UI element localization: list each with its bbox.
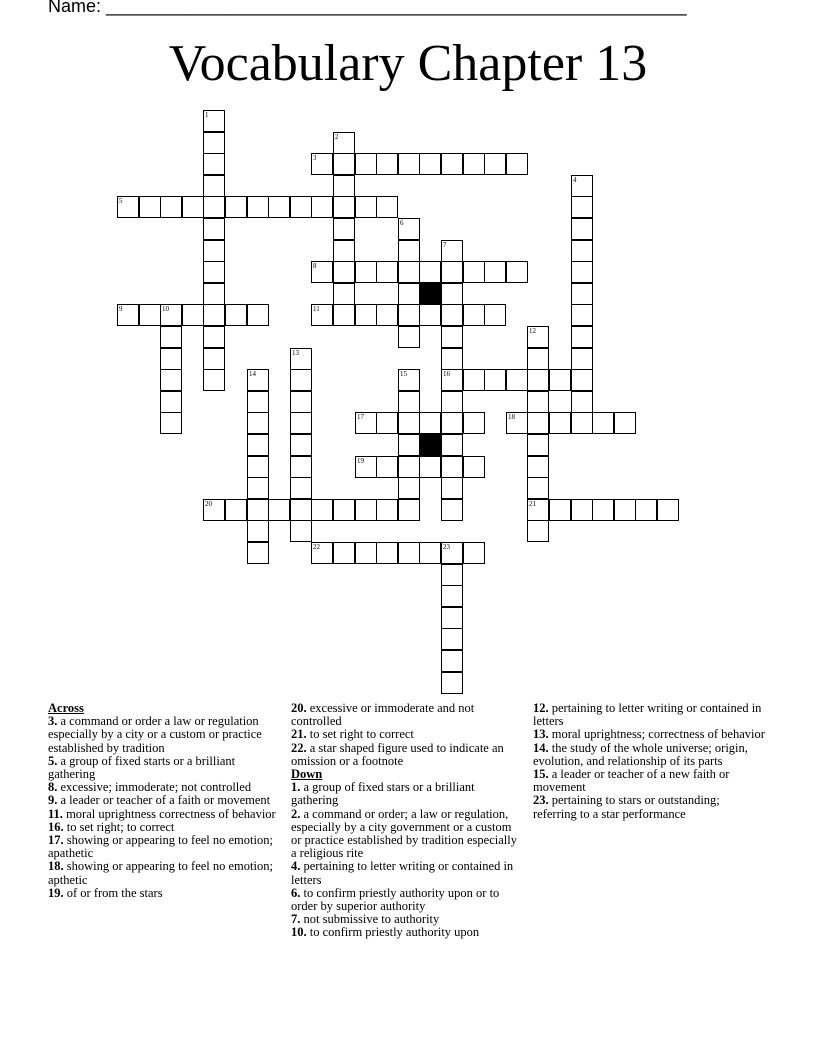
crossword-cell[interactable] [398,153,420,175]
clue-item-text: a leader or teacher of a faith or movement [57,793,271,808]
crossword-cell[interactable] [203,369,225,391]
clue-item-number: 8. [48,780,58,795]
crossword-cell[interactable] [333,132,355,154]
clue-item-text: the study of the whole universe; origin, evolution, and relationship of its parts [533,740,748,768]
clue-item [533,702,765,728]
clue-item-number: 12. [533,701,549,715]
clue-item-number: 7. [291,912,301,927]
crossword-cell[interactable] [463,153,485,175]
crossword-cell[interactable] [441,391,463,413]
clue-item [291,808,523,861]
crossword-cell[interactable] [549,412,571,434]
crossword-cell[interactable] [571,326,593,348]
crossword-cell[interactable] [614,499,636,521]
clue-item [533,768,765,794]
crossword-cell[interactable] [441,153,463,175]
clue-item [291,742,523,768]
clue-item-text: pertaining to letter writing or contained in letters [291,859,514,887]
crossword-cell[interactable] [592,499,614,521]
crossword-cell[interactable] [571,391,593,413]
crossword-cell[interactable] [398,261,420,283]
crossword-cell[interactable] [527,434,549,456]
crossword-cell[interactable] [571,283,593,305]
clue-number: 18 [508,413,515,421]
crossword-cell[interactable] [355,196,377,218]
crossword-cell[interactable] [333,240,355,262]
crossword-cell[interactable] [355,153,377,175]
clue-item [48,860,280,886]
crossword-cell[interactable] [117,196,139,218]
crossword-cell[interactable] [571,348,593,370]
crossword-cell[interactable] [311,261,333,283]
crossword-cell[interactable] [355,499,377,521]
crossword-cell[interactable] [506,412,528,434]
clue-item-text: pertaining to letter writing or contained in letters [533,701,762,729]
clue-item-text: a star shaped figure used to indicate an omission or a footnote [291,740,504,768]
crossword-cell[interactable] [247,369,269,391]
crossword-cell[interactable] [203,240,225,262]
clue-item-number: 2. [291,806,301,821]
clue-item [533,742,765,768]
crossword-cell[interactable] [203,499,225,521]
crossword-cell[interactable] [398,499,420,521]
crossword-block [419,283,441,305]
crossword-cell[interactable] [268,196,290,218]
crossword-cell[interactable] [419,412,441,434]
crossword-cell[interactable] [571,412,593,434]
clue-item-text: to set right; to correct [63,819,175,834]
clue-item [48,834,280,860]
crossword-cell[interactable] [203,218,225,240]
clue-number: 16 [443,370,450,378]
crossword-cell[interactable] [333,304,355,326]
crossword-cell[interactable] [549,369,571,391]
crossword-cell[interactable] [419,542,441,564]
crossword-cell[interactable] [182,304,204,326]
clue-item-text: showing or appearing to feel no emotion; apathetic [48,833,273,861]
crossword-cell[interactable] [355,412,377,434]
crossword-cell[interactable] [247,520,269,542]
clue-item-text: showing or appearing to feel no emotion; apthetic [48,859,273,887]
crossword-cell[interactable] [333,153,355,175]
crossword-cell[interactable] [463,369,485,391]
clue-item-number: 6. [291,885,301,900]
clue-column-2 [291,702,523,940]
crossword-cell[interactable] [571,175,593,197]
crossword-cell[interactable] [376,499,398,521]
crossword-cell[interactable] [441,585,463,607]
section-heading: Across [48,701,84,715]
crossword-cell[interactable] [203,196,225,218]
clue-number: 4 [573,176,577,184]
crossword-cell[interactable] [203,110,225,132]
crossword-cell[interactable] [441,283,463,305]
clue-item-text: of or from the stars [63,885,163,900]
crossword-cell[interactable] [355,261,377,283]
crossword-cell[interactable] [398,391,420,413]
crossword-cell[interactable] [203,348,225,370]
crossword-cell[interactable] [441,607,463,629]
clue-item-number: 10. [291,925,307,940]
clue-item-text: to confirm priestly authority upon or to order by superior authority [291,885,500,914]
clue-item-number: 4. [291,859,301,874]
crossword-cell[interactable] [203,132,225,154]
clue-item [291,860,523,886]
crossword-cell[interactable] [203,326,225,348]
crossword-cell[interactable] [441,434,463,456]
crossword-cell[interactable] [376,412,398,434]
clue-item-number: 19. [48,885,64,900]
crossword-cell[interactable] [225,499,247,521]
crossword-cell[interactable] [527,391,549,413]
crossword-cell[interactable] [441,650,463,672]
clue-item-number: 15. [533,767,549,782]
clue-item [48,715,280,755]
clue-number: 8 [313,262,317,270]
clue-item-text: pertaining to stars or outstanding; referring to a star performance [533,793,720,821]
clue-item [291,702,523,728]
crossword-cell[interactable] [376,196,398,218]
crossword-cell[interactable] [571,499,593,521]
crossword-cell[interactable] [333,499,355,521]
clue-item-text: a leader or teacher of a new faith or movement [533,767,730,795]
crossword-cell[interactable] [139,196,161,218]
crossword-cell[interactable] [203,175,225,197]
clue-item-text: excessive or immoderate and not controlled [291,701,475,729]
crossword-cell[interactable] [311,153,333,175]
crossword-cell[interactable] [355,456,377,478]
crossword-cell[interactable] [441,240,463,262]
crossword-cell[interactable] [441,628,463,650]
crossword-cell[interactable] [527,348,549,370]
clue-number: 14 [249,370,256,378]
crossword-cell[interactable] [441,499,463,521]
crossword-cell[interactable] [441,348,463,370]
crossword-cell[interactable] [247,434,269,456]
crossword-cell[interactable] [527,499,549,521]
worksheet-title: Vocabulary Chapter 13 [168,35,648,92]
crossword-cell[interactable] [203,304,225,326]
clue-item-text: excessive; immoderate; not controlled [57,780,252,795]
crossword-cell[interactable] [203,261,225,283]
crossword-cell[interactable] [311,542,333,564]
clue-number: 15 [400,370,407,378]
crossword-cell[interactable] [592,412,614,434]
clue-number: 10 [162,305,169,313]
crossword-cell[interactable] [247,542,269,564]
clue-item-text: not submissive to authority [300,912,440,927]
clue-column-3 [533,702,765,821]
crossword-cell[interactable] [398,304,420,326]
clue-number: 7 [443,241,447,249]
clue-item-text: moral uprightness correctness of behavior [62,806,276,821]
clue-item-text: to set right to correct [306,727,414,742]
clue-number: 22 [313,543,320,551]
crossword-cell[interactable] [333,283,355,305]
clue-item-text: a group of fixed starts or a brilliant gathering [48,753,236,782]
crossword-cell[interactable] [203,283,225,305]
clue-number: 3 [313,154,317,162]
crossword-cell[interactable] [419,261,441,283]
crossword-cell[interactable] [290,196,312,218]
crossword-cell[interactable] [376,261,398,283]
crossword-cell[interactable] [484,261,506,283]
crossword-cell[interactable] [463,412,485,434]
crossword-cell[interactable] [441,412,463,434]
crossword-cell[interactable] [441,369,463,391]
crossword-cell[interactable] [247,196,269,218]
crossword-cell[interactable] [484,153,506,175]
clue-column-1 [48,702,280,900]
clue-item-number: 13. [533,727,549,742]
crossword-cell[interactable] [527,477,549,499]
crossword-cell[interactable] [463,542,485,564]
crossword-cell[interactable] [549,499,571,521]
crossword-cell[interactable] [527,520,549,542]
crossword-cell[interactable] [160,326,182,348]
clue-item-number: 23. [533,793,549,808]
crossword-cell[interactable] [463,456,485,478]
crossword-cell[interactable] [160,304,182,326]
crossword-cell[interactable] [290,477,312,499]
crossword-cell[interactable] [290,520,312,542]
clue-item-number: 14. [533,740,549,755]
clue-item-text: moral uprightness; correctness of behavior [548,727,765,742]
clue-item-number: 16. [48,819,64,834]
clue-item-number: 1. [291,780,301,795]
crossword-cell[interactable] [290,412,312,434]
crossword-cell[interactable] [333,175,355,197]
crossword-cell[interactable] [333,261,355,283]
crossword-cell[interactable] [398,434,420,456]
clue-item-number: 5. [48,753,58,768]
crossword-cell[interactable] [333,196,355,218]
clue-item-text: a command or order a law or regulation especially by a city or a custom or practice established by tradition [48,714,262,755]
name-field-label: Name: __________________________________________________________ [48,0,687,16]
crossword-cell[interactable] [311,304,333,326]
crossword-cell[interactable] [506,153,528,175]
clue-number: 20 [205,500,212,508]
crossword-cell[interactable] [571,196,593,218]
crossword-cell[interactable] [311,196,333,218]
clue-item [48,755,280,781]
clue-number: 19 [357,457,364,465]
crossword-cell[interactable] [247,456,269,478]
crossword-cell[interactable] [376,456,398,478]
clue-item [291,887,523,913]
crossword-cell[interactable] [571,304,593,326]
crossword-cell[interactable] [247,499,269,521]
crossword-cell[interactable] [160,196,182,218]
crossword-cell[interactable] [290,456,312,478]
clue-item-text: a group of fixed stars or a brilliant gathering [291,780,475,808]
clue-number: 21 [529,500,536,508]
crossword-cell[interactable] [484,304,506,326]
crossword-cell[interactable] [419,456,441,478]
crossword-cell[interactable] [441,542,463,564]
crossword-cell[interactable] [398,412,420,434]
crossword-block [419,434,441,456]
clue-number: 2 [335,133,339,141]
crossword-cell[interactable] [160,348,182,370]
clue-number: 17 [357,413,364,421]
crossword-cell[interactable] [398,283,420,305]
crossword-cell[interactable] [247,304,269,326]
clue-number: 6 [400,219,404,227]
crossword-cell[interactable] [463,261,485,283]
crossword-cell[interactable] [311,499,333,521]
crossword-cell[interactable] [290,369,312,391]
crossword-cell[interactable] [333,218,355,240]
crossword-cell[interactable] [657,499,679,521]
crossword-cell[interactable] [117,304,139,326]
crossword-cell[interactable] [160,369,182,391]
crossword-cell[interactable] [571,240,593,262]
clue-number: 5 [119,197,123,205]
crossword-cell[interactable] [571,218,593,240]
crossword-cell[interactable] [441,564,463,586]
clue-item-number: 9. [48,793,58,808]
crossword-cell[interactable] [398,456,420,478]
crossword-cell[interactable] [355,304,377,326]
clue-item-number: 20. [291,701,307,715]
crossword-cell[interactable] [419,153,441,175]
crossword-cell[interactable] [441,477,463,499]
crossword-cell[interactable] [398,218,420,240]
crossword-cell[interactable] [527,412,549,434]
clue-number: 12 [529,327,536,335]
crossword-cell[interactable] [398,326,420,348]
crossword-cell[interactable] [355,542,377,564]
clue-item [48,887,280,900]
crossword-cell[interactable] [441,326,463,348]
crossword-cell[interactable] [290,434,312,456]
crossword-cell[interactable] [203,153,225,175]
crossword-cell[interactable] [441,261,463,283]
crossword-cell[interactable] [614,412,636,434]
clue-item-number: 17. [48,833,64,848]
crossword-cell[interactable] [506,261,528,283]
clue-item-text: a command or order; a law or regulation, especially by a city government or a custom or practice established by tradition especially a religious rite [291,806,517,861]
crossword-cell[interactable] [571,369,593,391]
clue-number: 23 [443,543,450,551]
crossword-cell[interactable] [527,369,549,391]
clue-item-number: 3. [48,714,58,729]
clue-item [291,926,523,939]
clue-number: 11 [313,305,320,313]
crossword-cell[interactable] [506,369,528,391]
crossword-cell[interactable] [441,672,463,694]
clue-item [533,794,765,820]
clue-item-number: 22. [291,740,307,755]
crossword-cell[interactable] [139,304,161,326]
crossword-cell[interactable] [398,369,420,391]
crossword-cell[interactable] [225,196,247,218]
crossword-cell[interactable] [441,456,463,478]
crossword-cell[interactable] [247,391,269,413]
crossword-cell[interactable] [247,477,269,499]
clue-number: 9 [119,305,123,313]
crossword-cell[interactable] [571,261,593,283]
crossword-cell[interactable] [635,499,657,521]
crossword-cell[interactable] [268,499,290,521]
crossword-cell[interactable] [290,499,312,521]
crossword-cell[interactable] [376,153,398,175]
crossword-cell[interactable] [160,412,182,434]
crossword-cell[interactable] [160,391,182,413]
crossword-cell[interactable] [463,304,485,326]
clue-item [291,781,523,807]
crossword-cell[interactable] [290,391,312,413]
clue-item-number: 11. [48,806,63,821]
crossword-cell[interactable] [527,326,549,348]
clue-item-text: to confirm priestly authority upon [306,925,480,940]
clue-item-number: 21. [291,727,307,742]
crossword-cell[interactable] [247,412,269,434]
crossword-cell[interactable] [333,542,355,564]
crossword-cell[interactable] [290,348,312,370]
clue-number: 13 [292,349,299,357]
crossword-cell[interactable] [376,304,398,326]
clue-number: 1 [205,111,209,119]
crossword-cell[interactable] [225,304,247,326]
crossword-cell[interactable] [527,456,549,478]
crossword-cell[interactable] [484,369,506,391]
crossword-cell[interactable] [182,196,204,218]
crossword-cell[interactable] [419,304,441,326]
crossword-cell[interactable] [376,542,398,564]
crossword-cell[interactable] [398,542,420,564]
clue-item-number: 18. [48,859,64,874]
crossword-cell[interactable] [398,477,420,499]
section-heading: Down [291,767,323,782]
crossword-cell[interactable] [398,240,420,262]
crossword-cell[interactable] [441,304,463,326]
